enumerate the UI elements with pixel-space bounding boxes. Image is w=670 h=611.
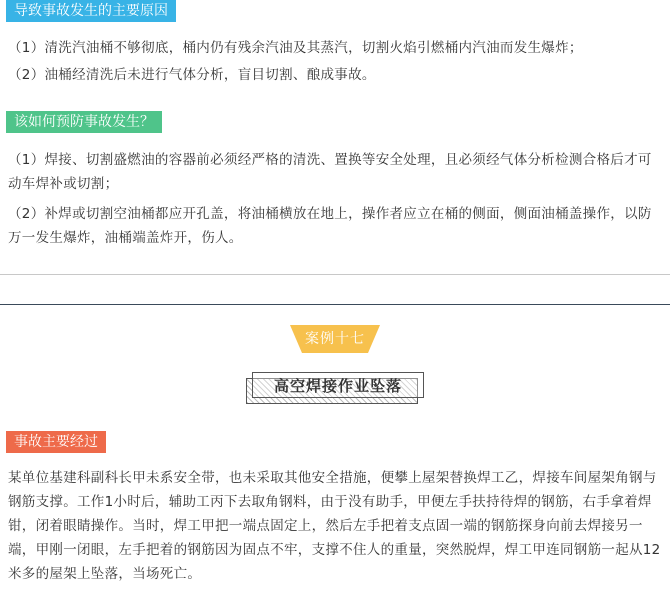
prevention-tag: 该如何预防事故发生？ <box>6 111 162 133</box>
prevention-item-1: （1）焊接、切割盛燃油的容器前必须经严格的清洗、置换等安全处理，且必须经气体分析检测合格后才可动车焊补或切割； <box>8 152 652 192</box>
case-title: 高空焊接作业坠落 <box>273 377 402 395</box>
process-text: 某单位基建科副科长甲未系安全带，也未采取其他安全措施，便攀上屋架替换焊工乙，焊接车间屋架角钢与钢筋支撑。工作1小时后，辅助工丙下去取角钢料，由于没有助手，甲便左手扶持待焊的钢筋，右手拿着焊钳，闭着眼睛操作。当时，焊工甲把一端点固定上，然后左手把着支点固一端的钢筋探身向前去焊接另一端，甲刚一闭眼，左手把着的钢筋因为固点不牢，支撑不住人的重量，突然脱焊，焊工甲连同钢筋一起从12米多的屋架上坠落，当场死亡。 <box>8 470 661 582</box>
panel-bottom-rule <box>0 274 670 275</box>
causes-tag: 导致事故发生的主要原因 <box>6 0 176 22</box>
cause-item-1: （1）清洗汽油桶不够彻底，桶内仍有残余汽油及其蒸汽，切割火焰引燃桶内汽油而发生爆炸； <box>8 40 583 56</box>
prior-case-panel <box>0 0 670 276</box>
prevention-item-2: （2）补焊或切割空油桶都应开孔盖，将油桶横放在地上，操作者应立在桶的侧面，侧面油桶盖操作，以防万一发生爆炸，油桶端盖炸开，伤人。 <box>8 206 652 246</box>
process-tag: 事故主要经过 <box>6 431 106 453</box>
case-number-badge <box>290 325 380 353</box>
cause-item-2: （2）油桶经清洗后未进行气体分析，盲目切割、酿成事故。 <box>8 67 376 83</box>
section-divider <box>0 304 670 305</box>
case-number-label: 案例十七 <box>305 331 365 347</box>
case-title-box <box>246 372 424 402</box>
